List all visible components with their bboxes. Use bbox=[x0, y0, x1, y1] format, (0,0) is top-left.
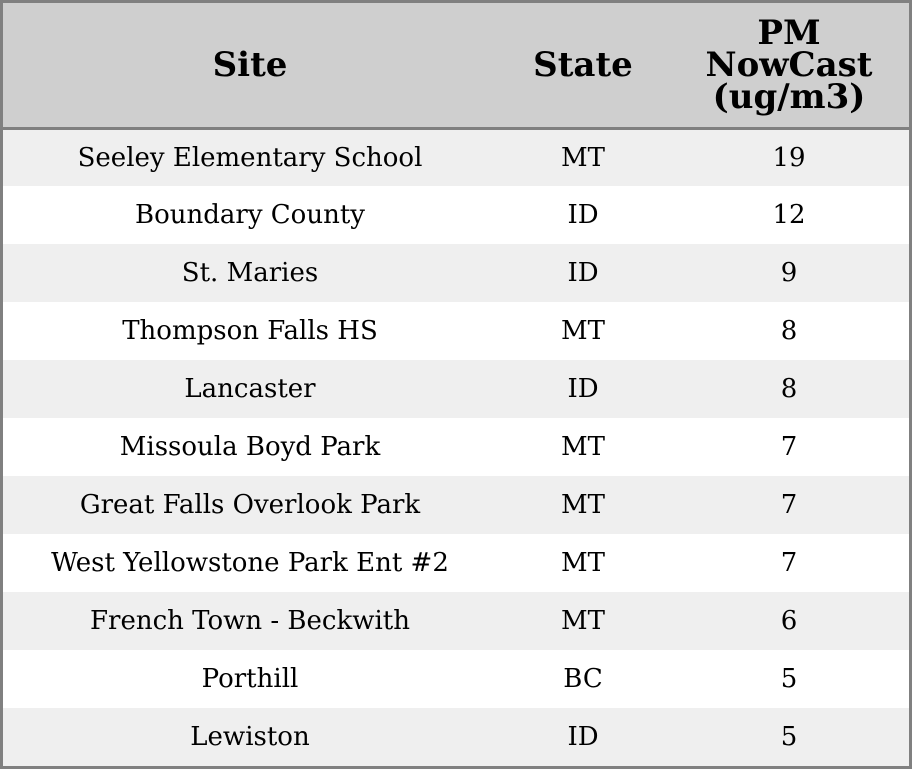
site-cell: Porthill bbox=[201, 664, 299, 694]
table-row bbox=[3, 302, 909, 360]
pm-header-line-2: NowCast bbox=[705, 44, 873, 85]
site-cell: Seeley Elementary School bbox=[77, 142, 423, 173]
column-header-state: State bbox=[497, 3, 669, 128]
site-cell: French Town - Beckwith bbox=[89, 606, 411, 636]
table-row bbox=[3, 360, 909, 418]
table-row bbox=[3, 186, 909, 244]
pm-value-cell: 7 bbox=[780, 432, 798, 462]
site-cell: Missoula Boyd Park bbox=[119, 432, 381, 462]
pm-value-cell: 12 bbox=[772, 200, 806, 230]
pm-value-cell: 7 bbox=[780, 490, 798, 520]
column-header-pm-nowcast bbox=[669, 3, 909, 128]
table-body bbox=[3, 128, 909, 766]
state-cell: MT bbox=[561, 432, 605, 462]
state-cell: MT bbox=[561, 490, 605, 520]
state-cell: BC bbox=[563, 664, 603, 694]
pm-value-cell: 9 bbox=[780, 258, 798, 288]
site-cell: St. Maries bbox=[181, 258, 319, 288]
table-row bbox=[3, 476, 909, 534]
state-cell: MT bbox=[561, 548, 605, 578]
pm-value-cell: 8 bbox=[780, 316, 798, 346]
state-cell: ID bbox=[567, 200, 599, 230]
pm-value-cell: 7 bbox=[780, 548, 798, 578]
state-cell: ID bbox=[567, 722, 599, 752]
pm-nowcast-table bbox=[3, 3, 909, 766]
table-row bbox=[3, 418, 909, 476]
table-row bbox=[3, 650, 909, 708]
site-cell: Lewiston bbox=[190, 722, 310, 752]
pm-value-cell: 6 bbox=[780, 606, 798, 636]
table-row bbox=[3, 534, 909, 592]
state-cell: MT bbox=[561, 316, 605, 346]
header-row bbox=[3, 3, 909, 128]
site-cell: Great Falls Overlook Park bbox=[79, 490, 421, 520]
state-cell: ID bbox=[567, 374, 599, 404]
pm-value-cell: 8 bbox=[780, 374, 798, 404]
pm-header-line-3: (ug/m3) bbox=[712, 76, 866, 117]
table-row bbox=[3, 708, 909, 766]
site-cell: Boundary County bbox=[135, 200, 365, 230]
pm-value-cell: 5 bbox=[780, 722, 798, 752]
pm-value-cell: 5 bbox=[780, 664, 798, 694]
table-row bbox=[3, 592, 909, 650]
site-cell: West Yellowstone Park Ent #2 bbox=[51, 548, 449, 578]
state-cell: ID bbox=[567, 258, 599, 288]
pm-value-cell: 19 bbox=[772, 142, 806, 173]
state-cell: MT bbox=[561, 606, 605, 636]
table-row bbox=[3, 128, 909, 186]
site-cell: Lancaster bbox=[184, 374, 316, 404]
pm-header-line-1: PM bbox=[757, 12, 821, 53]
column-header-site: Site bbox=[3, 3, 497, 128]
table-header bbox=[3, 3, 909, 128]
state-cell: MT bbox=[561, 142, 605, 173]
site-cell: Thompson Falls HS bbox=[122, 316, 378, 346]
table-row bbox=[3, 244, 909, 302]
